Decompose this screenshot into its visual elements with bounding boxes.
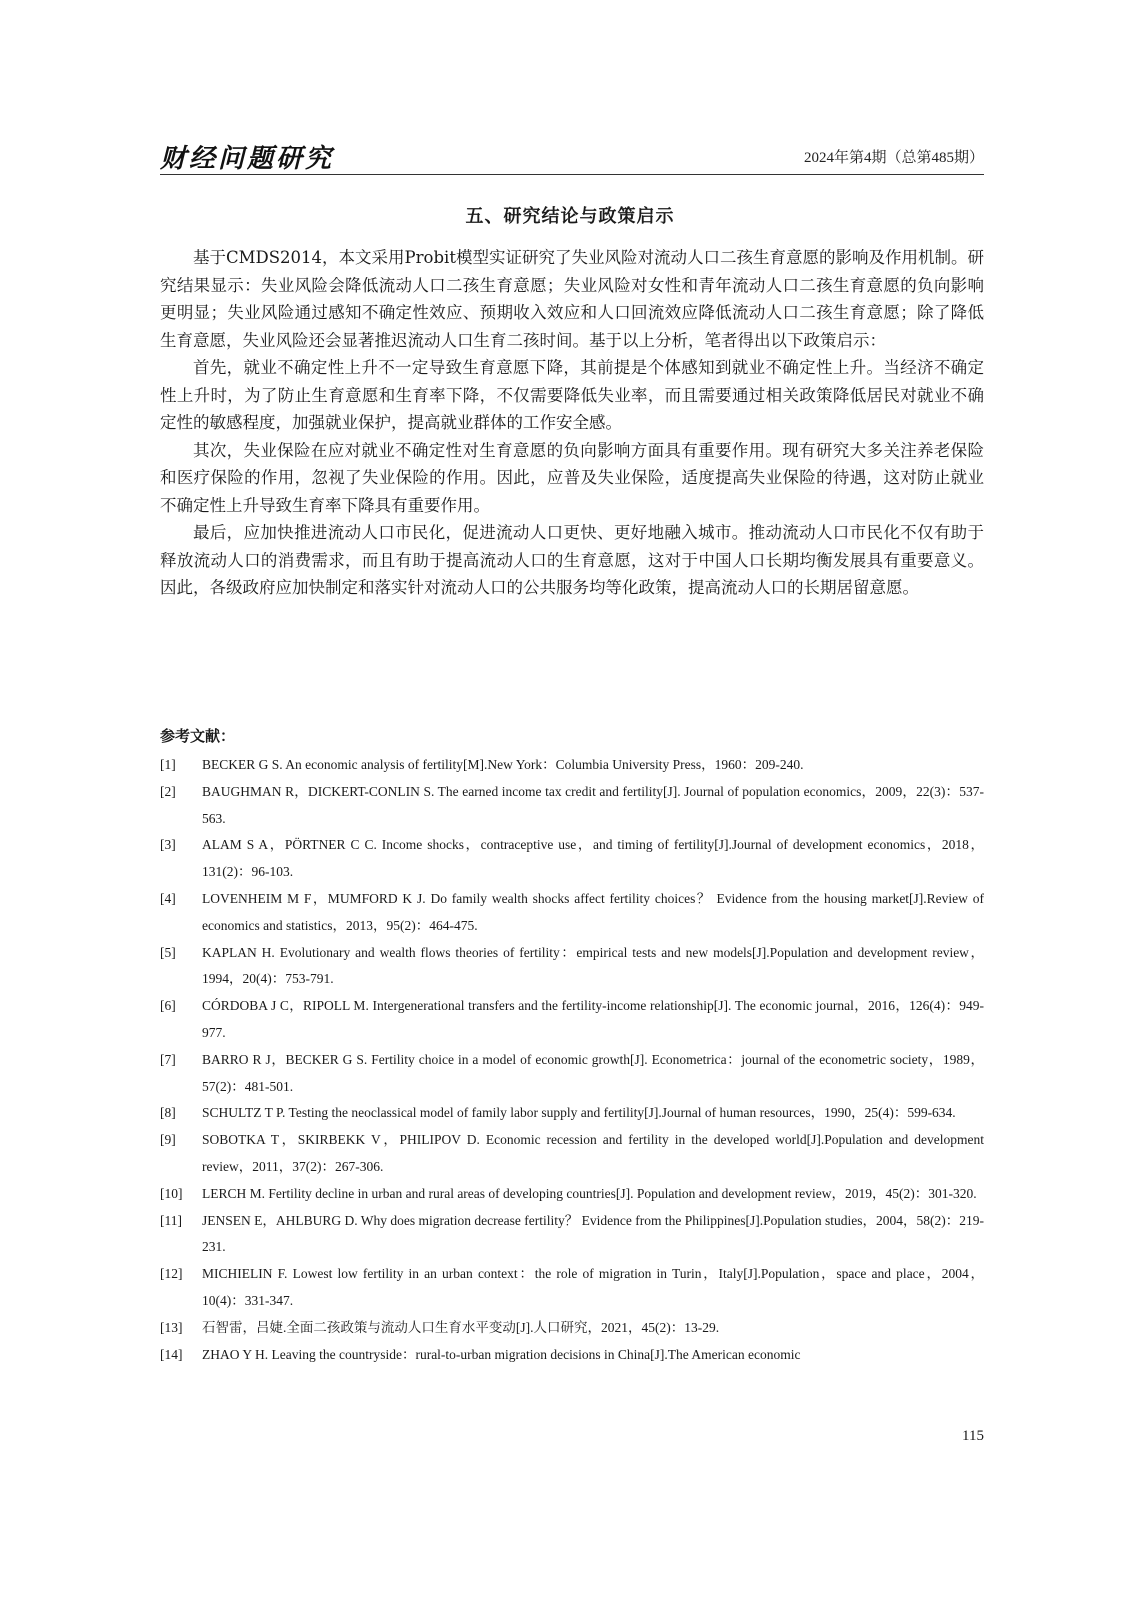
reference-number: [1] [160, 757, 176, 772]
reference-item [160, 940, 984, 994]
reference-item [160, 993, 984, 1047]
reference-item [160, 1261, 984, 1315]
reference-number: [13] [160, 1319, 183, 1335]
reference-number: [3] [160, 837, 176, 853]
reference-text: 石智雷，吕婕.全面二孩政策与流动人口生育水平变动[J].人口研究，2021，45(2)：13-29. [202, 1319, 720, 1335]
references-title: 参考文献： [160, 727, 236, 745]
reference-item [160, 832, 984, 886]
paragraph: 基于CMDS2014，本文采用Probit模型实证研究了失业风险对流动人口二孩生育意愿的影响及作用机制。研究结果显示：失业风险会降低流动人口二孩生育意愿；失业风险对女性和青年流动人口二孩生育意愿的负向影响更明显；失业风险通过感知不确定性效应、预期收入效应和人口回流效应降低流动人口二孩生育意愿；除了降低生育意愿，失业风险还会显著推迟流动人口生育二孩时间。基于以上分析，笔者得出以下政策启示： [160, 248, 984, 350]
paragraph: 最后，应加快推进流动人口市民化，促进流动人口更快、更好地融入城市。推动流动人口市民化不仅有助于释放流动人口的消费需求，而且有助于提高流动人口的生育意愿，这对于中国人口长期均衡发展具有重要意义。因此，各级政府应加快制定和落实针对流动人口的公共服务均等化政策，提高流动人口的长期居留意愿。 [160, 523, 984, 597]
section-title: 五、研究结论与政策启示 [465, 206, 675, 227]
reference-number: [6] [160, 998, 176, 1014]
reference-number: [2] [160, 783, 176, 799]
reference-text: SCHULTZ T P. Testing the neoclassical model of family labor supply and fertility[J].Journal of human resources，1990，25(4)：599-634. [202, 1105, 956, 1121]
reference-item [160, 1100, 984, 1127]
reference-text: KAPLAN H. Evolutionary and wealth flows theories of fertility：empirical tests and new models[J].Population and development review，1994，20(4)：753-791. [202, 944, 984, 987]
reference-text: BECKER G S. An economic analysis of fertility[M].New York：Columbia University Press，1960：209-240. [202, 757, 804, 772]
reference-text: MICHIELIN F. Lowest low fertility in an urban context：the role of migration in Turin，Italy[J].Population，space and place，2004，10(4)：331-347. [202, 1266, 984, 1308]
reference-item [160, 1315, 984, 1342]
reference-text: BARRO R J，BECKER G S. Fertility choice in a model of economic growth[J]. Econometrica：journal of the econometric society，1989，57(2)：481-501. [202, 1051, 984, 1094]
paragraph: 首先，就业不确定性上升不一定导致生育意愿下降，其前提是个体感知到就业不确定性上升。当经济不确定性上升时，为了防止生育意愿和生育率下降，不仅需要降低失业率，而且需要通过相关政策降低居民对就业不确定性的敏感程度，加强就业保护，提高就业群体的工作安全感。 [160, 358, 984, 432]
reference-text: ZHAO Y H. Leaving the countryside：rural-to-urban migration decisions in China[J].The American economic [202, 1346, 801, 1362]
page-number: 115 [962, 1428, 984, 1444]
reference-item [160, 1181, 984, 1208]
reference-number: [10] [160, 1185, 183, 1201]
references-list [160, 752, 984, 1368]
reference-text: CÓRDOBA J C，RIPOLL M. Intergenerational transfers and the fertility-income relationship[J]. The economic journal，2016，126(4)：949-977. [202, 998, 984, 1040]
issue-info: 2024年第4期（总第485期） [803, 150, 984, 166]
reference-item [160, 1342, 984, 1369]
reference-item [160, 752, 984, 779]
reference-text: SOBOTKA T，SKIRBEKK V，PHILIPOV D. Economic recession and fertility in the developed world[J].Population and development review，2011，37(2)：267-306. [202, 1132, 984, 1174]
reference-number: [5] [160, 944, 176, 960]
reference-number: [8] [160, 1105, 176, 1121]
reference-number: [11] [160, 1212, 182, 1228]
reference-number: [9] [160, 1132, 176, 1148]
paragraph: 其次，失业保险在应对就业不确定性对生育意愿的负向影响方面具有重要作用。现有研究大多关注养老保险和医疗保险的作用，忽视了失业保险的作用。因此，应普及失业保险，适度提高失业保险的待遇，这对防止就业不确定性上升导致生育率下降具有重要作用。 [160, 440, 984, 515]
reference-item [160, 886, 984, 940]
reference-text: JENSEN E，AHLBURG D. Why does migration decrease fertility？ Evidence from the Philippines[J].Population studies，2004，58(2)：219-231. [202, 1212, 984, 1255]
reference-number: [14] [160, 1346, 183, 1362]
page-header [160, 138, 984, 175]
body-text [160, 244, 984, 602]
reference-text: LERCH M. Fertility decline in urban and rural areas of developing countries[J]. Population and development review，2019，45(2)：301-320. [202, 1185, 977, 1201]
reference-item [160, 1208, 984, 1262]
journal-name: 财经问题研究 [160, 144, 335, 174]
reference-text: ALAM S A，PÖRTNER C C. Income shocks，contraceptive use，and timing of fertility[J].Journal of development economics，2018，131(2)：96-103. [202, 837, 984, 880]
reference-number: [4] [160, 890, 176, 906]
reference-text: LOVENHEIM M F，MUMFORD K J. Do family wealth shocks affect fertility choices？ Evidence from the housing market[J].Review of economics and statistics，2013，95(2)：464-475. [202, 890, 984, 933]
reference-number: [12] [160, 1266, 183, 1282]
reference-item [160, 1127, 984, 1181]
reference-text: BAUGHMAN R，DICKERT-CONLIN S. The earned income tax credit and fertility[J]. Journal of population economics，2009，22(3)：537-563. [202, 783, 984, 826]
reference-number: [7] [160, 1051, 176, 1067]
reference-item [160, 779, 984, 833]
reference-item [160, 1047, 984, 1101]
